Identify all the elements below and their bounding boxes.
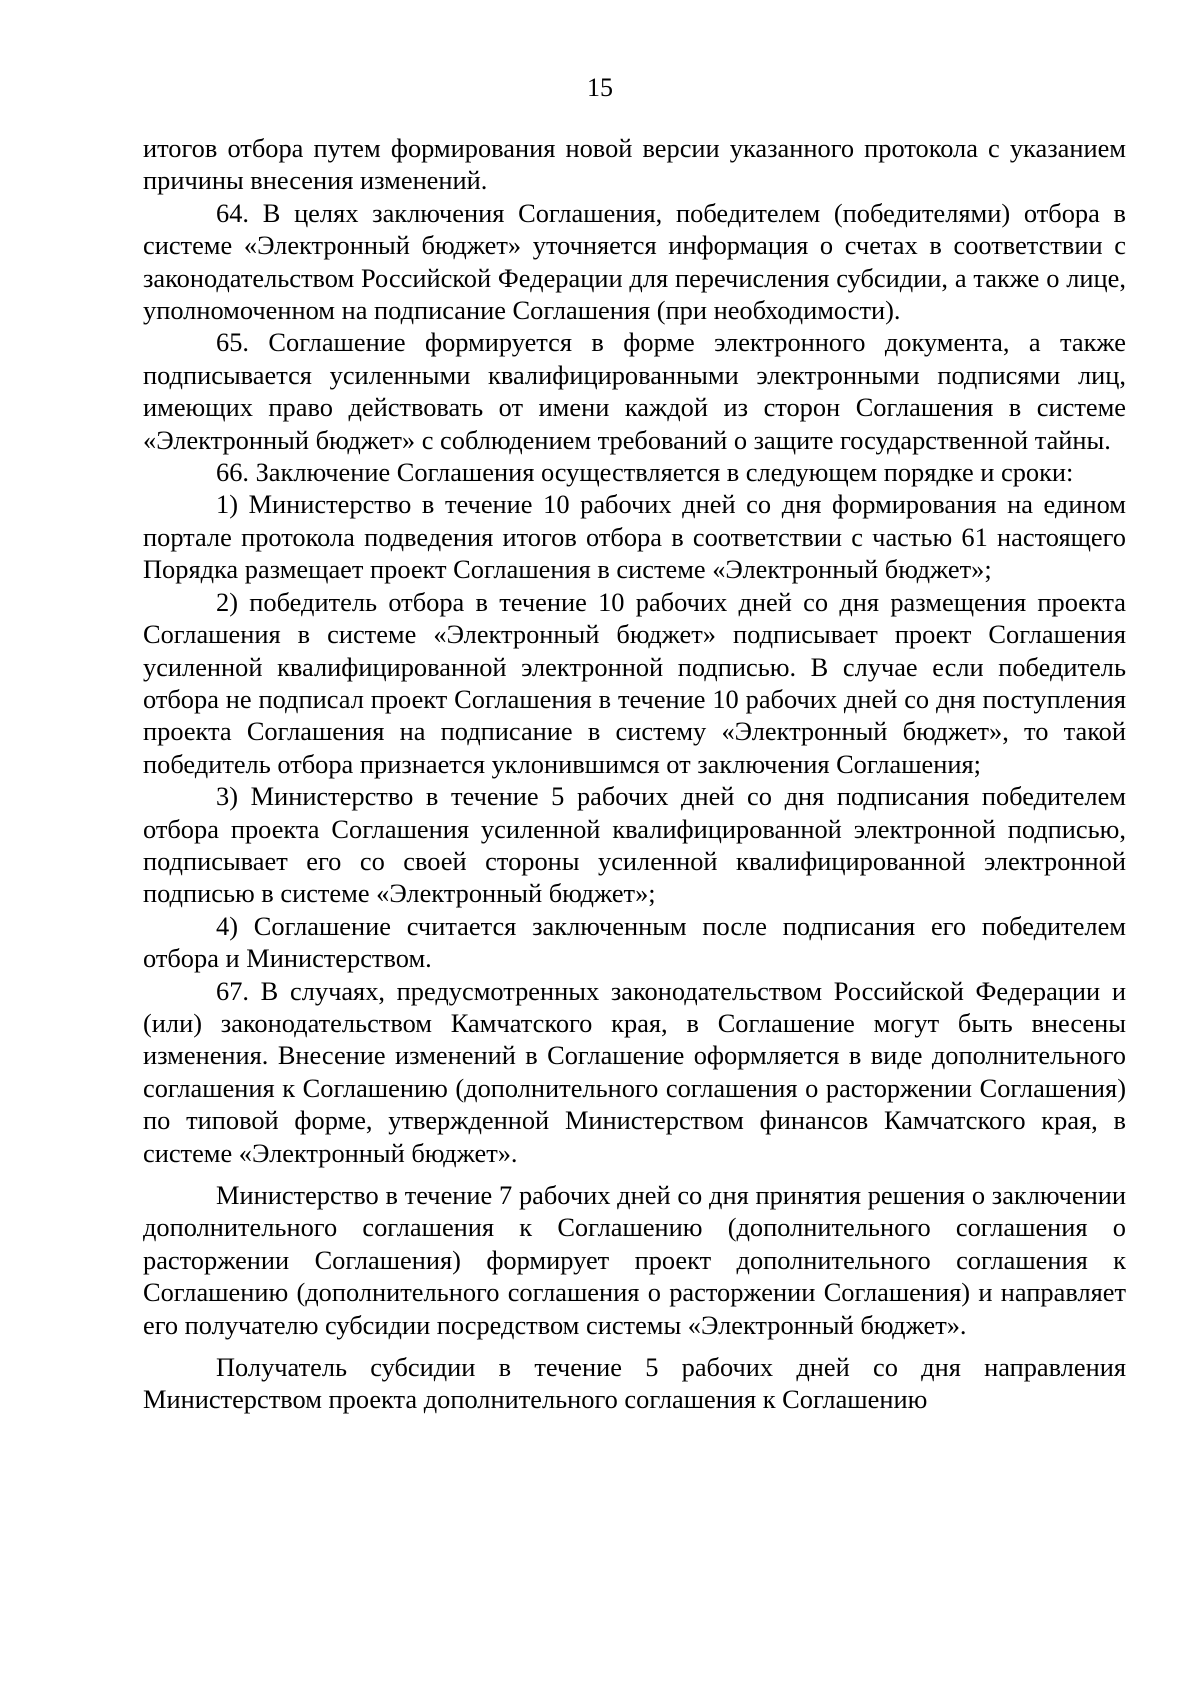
paragraph-66-item-3: 3) Министерство в течение 5 рабочих дней со дня подписания победителем отбора проекта Соглашения усиленной квалифицированной электронной подписью, подписывает его со своей стороны усиленной квалифицированной электронной подписью в системе «Электронный бюджет»; [143, 781, 1126, 909]
paragraph-66-item-4: 4) Соглашение считается заключенным после подписания его победителем отбора и Министерством. [143, 910, 1126, 974]
paragraph-continuation: итогов отбора путем формирования новой версии указанного протокола с указанием причины внесения изменений. [143, 133, 1126, 196]
paragraph-66-item-1: 1) Министерство в течение 10 рабочих дней со дня формирования на едином портале протокола подведения итогов отбора в соответствии с частью 61 настоящего Порядка размещает проект Соглашения в системе «Электронный бюджет»; [143, 489, 1126, 585]
paragraph-67-ministry: Министерство в течение 7 рабочих дней со дня принятия решения о заключении дополнительного соглашения к Соглашению (дополнительного соглашения о расторжении Соглашения) формирует проект дополнительного соглашения к Соглашению (дополнительного соглашения о расторжении Соглашения) и направляет его получателю субсидии посредством системы «Электронный бюджет». [143, 1180, 1126, 1340]
paragraph-67-recipient: Получатель субсидии в течение 5 рабочих дней со дня направления Министерством проекта дополнительного соглашения к Соглашению [143, 1352, 1126, 1415]
paragraph-64: 64. В целях заключения Соглашения, победителем (победителями) отбора в системе «Электронный бюджет» уточняется информация о счетах в соответствии с законодательством Российской Федерации для перечисления субсидии, а также о лице, уполномоченном на подписание Соглашения (при необходимости). [143, 197, 1126, 326]
paragraph-66-item-2: 2) победитель отбора в течение 10 рабочих дней со дня размещения проекта Соглашения в системе «Электронный бюджет» подписывает проект Соглашения усиленной квалифицированной электронной подписью. В случае если победитель отбора не подписал проект Соглашения в течение 10 рабочих дней со дня поступления проекта Соглашения на подписание в систему «Электронный бюджет», то такой победитель отбора признается уклонившимся от заключения Соглашения; [143, 586, 1126, 779]
page-number: 15 [587, 73, 613, 102]
document-body [143, 132, 1126, 1416]
paragraph-67: 67. В случаях, предусмотренных законодательством Российской Федерации и (или) законодательством Камчатского края, в Соглашение могут быть внесены изменения. Внесение изменений в Соглашение оформляется в виде дополнительного соглашения к Соглашению (дополнительного соглашения о расторжении Соглашения) по типовой форме, утвержденной Министерством финансов Камчатского края, в системе «Электронный бюджет». [143, 975, 1126, 1168]
paragraph-65: 65. Соглашение формируется в форме электронного документа, а также подписывается усиленными квалифицированными электронными подписями лиц, имеющих право действовать от имени каждой из сторон Соглашения в системе «Электронный бюджет» с соблюдением требований о защите государственной тайны. [143, 327, 1126, 455]
paragraph-66: 66. Заключение Соглашения осуществляется в следующем порядке и сроки: [216, 457, 1074, 488]
